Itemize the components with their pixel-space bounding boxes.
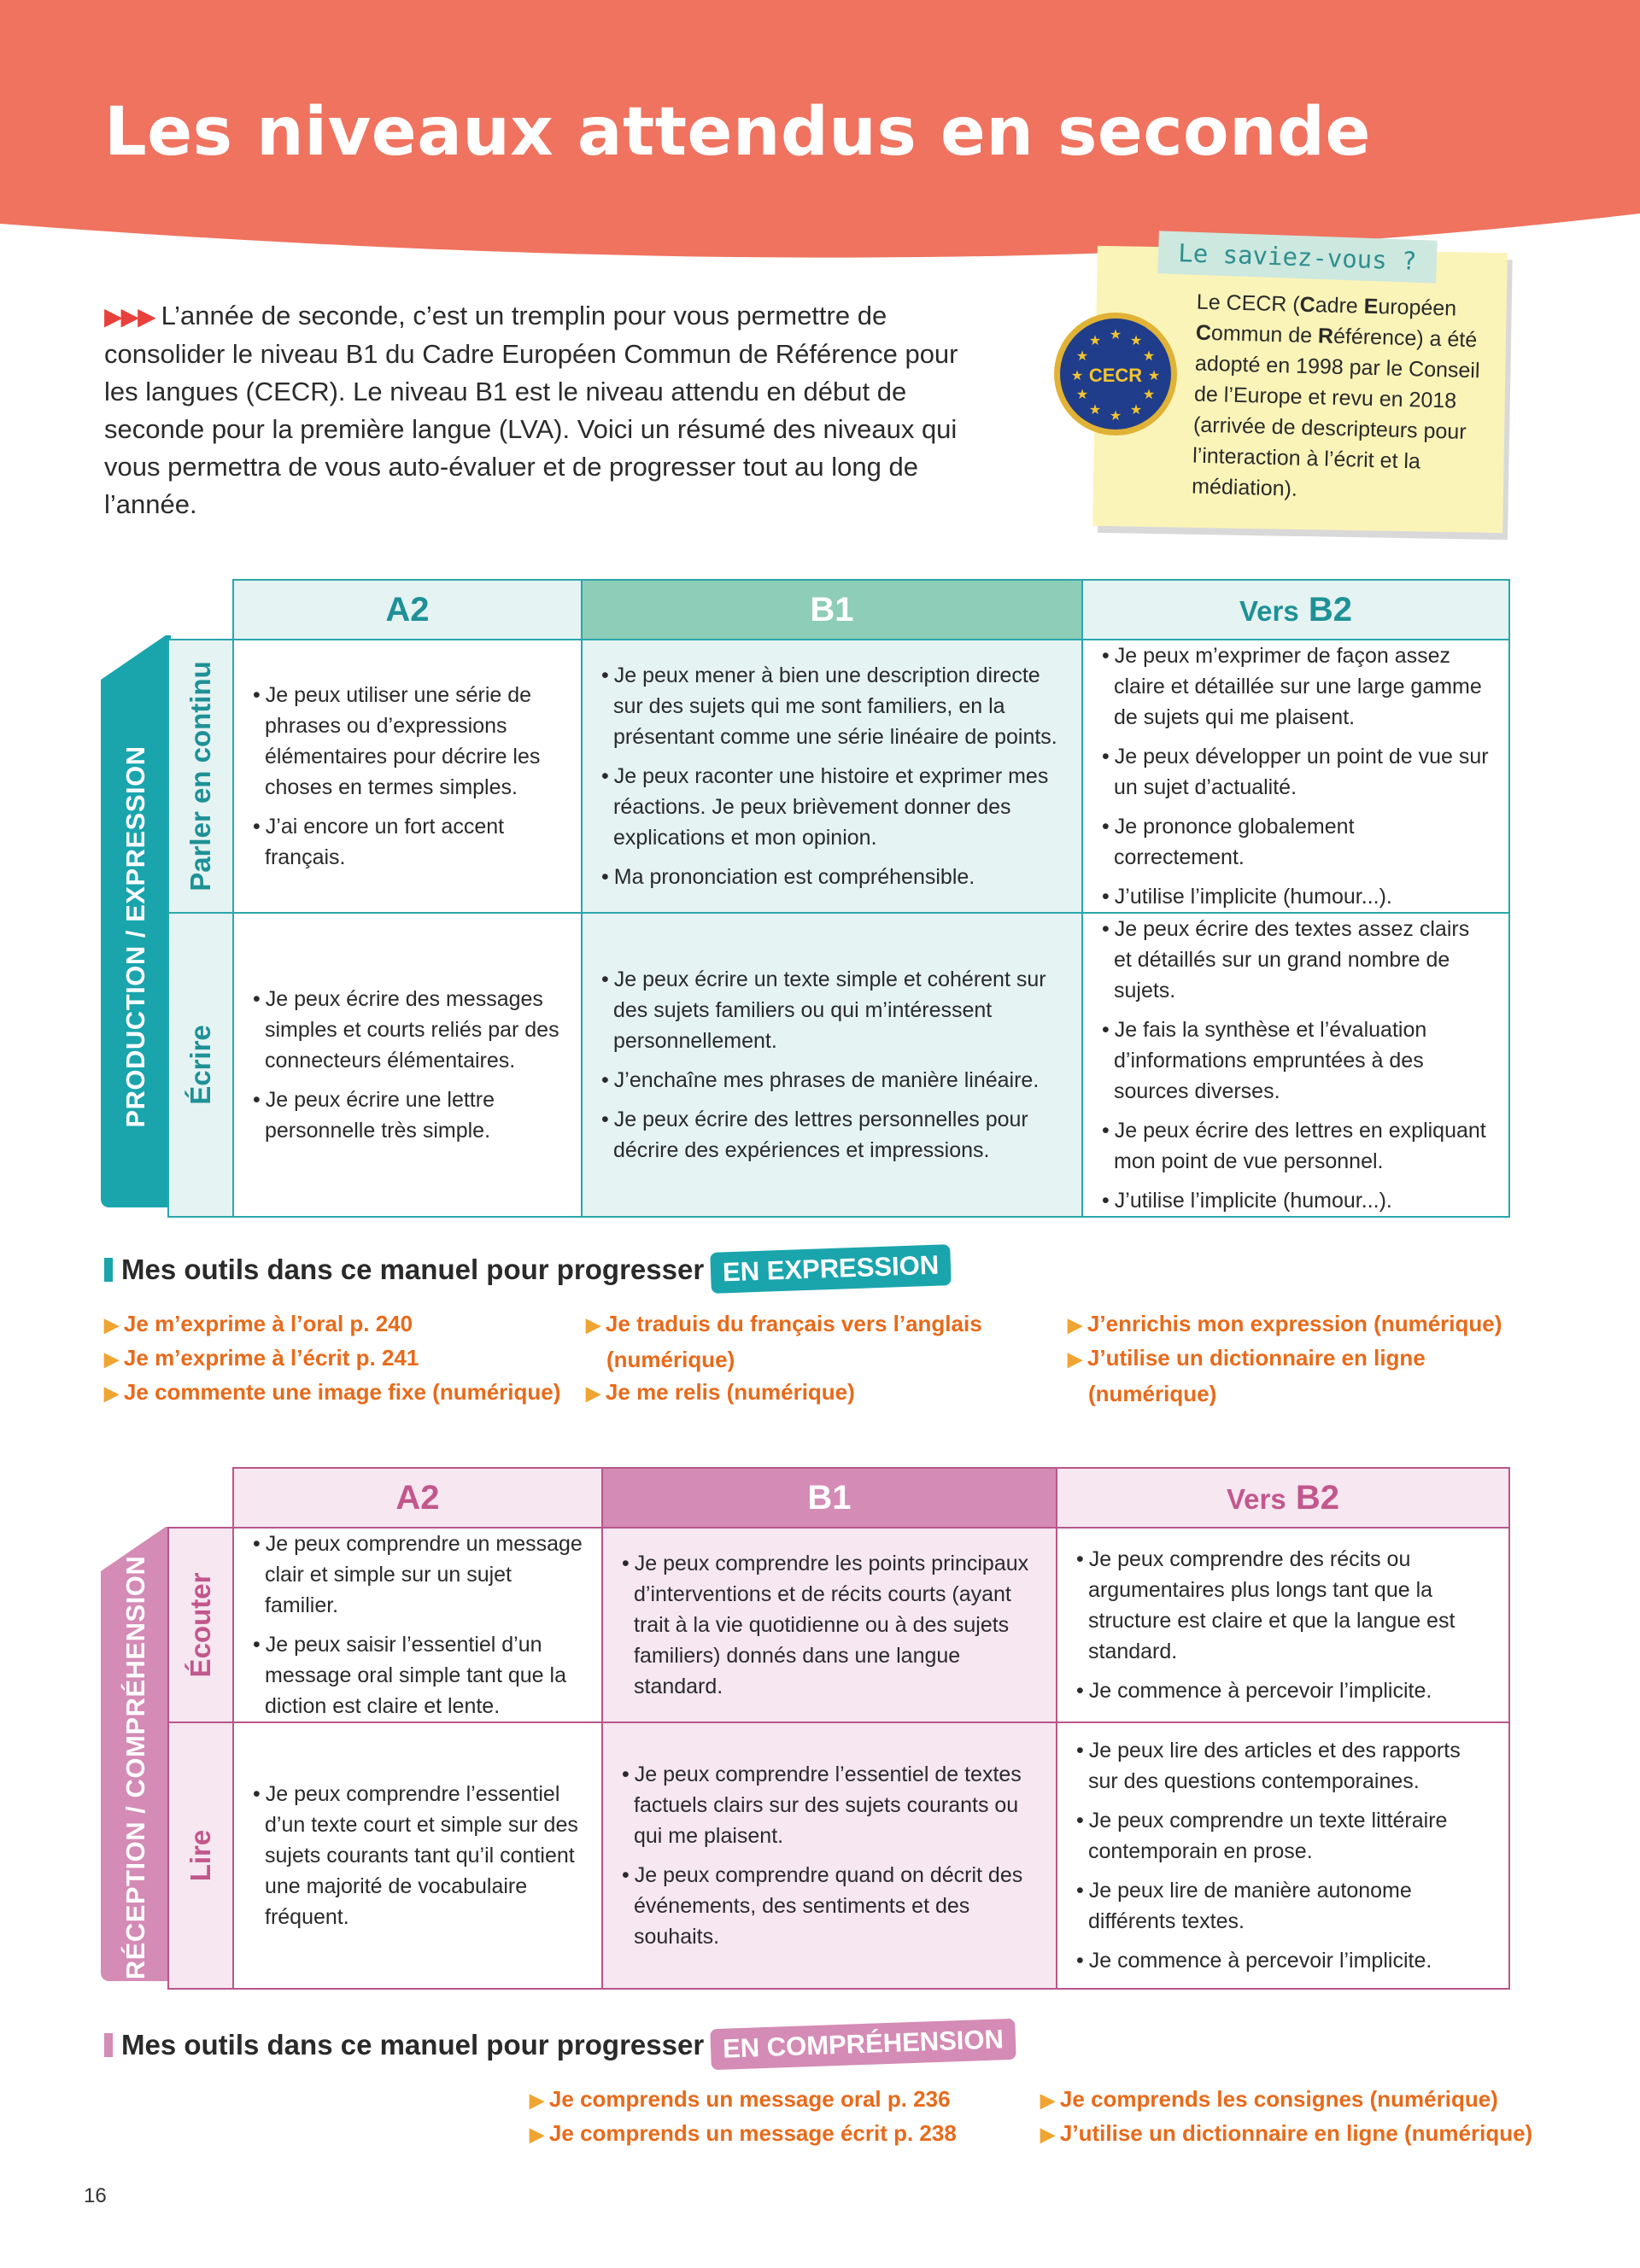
cecr-logo-text: CECR: [1088, 365, 1143, 386]
cecr-logo: [1052, 311, 1179, 437]
triangle-icon: ▶: [1068, 1314, 1082, 1336]
cell-ecouter-b1: [602, 1528, 1057, 1722]
list-item: • Je peux comprendre un message clair et simple sur un sujet familier.: [249, 1529, 583, 1621]
triangle-icon: ▶: [104, 1314, 119, 1336]
tool-link[interactable]: ▶ Je comprends un message oral p. 236: [530, 2086, 951, 2112]
tool-link[interactable]: ▶ Je m’exprime à l’écrit p. 241: [104, 1345, 419, 1371]
cell-parler-b2: [1082, 640, 1509, 913]
row-label-parler: Parler en continu: [184, 661, 216, 891]
list-item: • J’ai encore un fort accent français.: [249, 811, 562, 873]
expression-table: [167, 579, 1510, 1218]
list-item: • J’utilise l’implicite (humour...).: [1098, 881, 1490, 912]
triangle-icon: ▶: [586, 1314, 600, 1336]
list-item: • Je peux écrire des lettres en expliquant mon point de vue personnel.: [1098, 1115, 1490, 1177]
page-title: Les niveaux attendus en seconde: [104, 94, 1371, 171]
expression-header-a2: A2: [233, 580, 582, 640]
note-tag: Le saviez-vous ?: [1157, 231, 1438, 283]
row-label-cell: [168, 1722, 233, 1989]
intro-paragraph: [104, 297, 975, 523]
triangle-icon: ▶: [1068, 1348, 1082, 1370]
cell-ecouter-a2: [233, 1528, 602, 1722]
cell-parler-b1: [582, 640, 1082, 913]
expression-tools-heading: Mes outils dans ce manuel pour progresser: [104, 1254, 704, 1286]
cell-lire-b2: [1057, 1722, 1509, 1989]
reception-tools-heading: Mes outils dans ce manuel pour progresser: [104, 2029, 704, 2061]
list-item: • Je peux lire de manière autonome différents textes.: [1073, 1875, 1490, 1937]
svg-text:★: ★: [1075, 348, 1089, 364]
list-item: • Ma prononciation est compréhensible.: [598, 862, 1063, 892]
list-item: • Je peux mener à bien une description directe sur des sujets qui me sont familiers, en la présentant comme une série linéaire de points.: [598, 660, 1063, 752]
tool-link[interactable]: ▶ Je commente une image fixe (numérique): [104, 1379, 561, 1405]
svg-text:★: ★: [1088, 401, 1102, 418]
tool-link[interactable]: ▶ J’utilise un dictionnaire en ligne (numérique): [1040, 2120, 1533, 2146]
cell-parler-a2: [233, 640, 582, 913]
row-label-ecrire: Écrire: [184, 1025, 216, 1105]
list-item: • Je peux comprendre les points principaux d’interventions et de récits courts (ayant trait à la vie quotidienne ou à des sujets familiers) donnés dans une langue standard.: [618, 1548, 1037, 1702]
page-number: 16: [84, 2184, 107, 2207]
heading-bar-icon: [104, 1258, 113, 1282]
svg-text:★: ★: [1109, 407, 1122, 424]
list-item: • Je peux comprendre des récits ou argumentaires plus longs tant que la structure est claire et que la langue est standard.: [1073, 1544, 1490, 1667]
list-item: • J’utilise l’implicite (humour...).: [1098, 1185, 1490, 1216]
list-item: • Je peux utiliser une série de phrases ou d’expressions élémentaires pour décrire les choses en termes simples.: [249, 680, 562, 803]
list-item: • Je peux comprendre l’essentiel d’un texte court et simple sur des sujets courants tant qu’il contient une majorité de vocabulaire fréquent.: [249, 1779, 583, 1932]
list-item: • Je peux raconter une histoire et exprimer mes réactions. Je peux brièvement donner des explications et mon opinion.: [598, 761, 1063, 853]
cell-lire-b1: [602, 1722, 1057, 1989]
production-expression-label: PRODUCTION / EXPRESSION: [120, 745, 150, 1128]
production-expression-label-box: [101, 666, 171, 1207]
list-item: • Je peux saisir l’essentiel d’un message oral simple tant que la diction est claire et lente.: [249, 1629, 583, 1721]
triple-arrow-icon: ▶▶▶: [104, 303, 155, 330]
list-item: • Je peux écrire un texte simple et cohérent sur des sujets familiers ou qui m’intéressent personnellement.: [598, 964, 1063, 1056]
list-item: • Je fais la synthèse et l’évaluation d’informations empruntées à des sources diverses.: [1098, 1014, 1490, 1107]
expression-header-b2: Vers B2: [1082, 580, 1509, 640]
list-item: • Je peux lire des articles et des rapports sur des questions contemporaines.: [1073, 1735, 1490, 1797]
reception-header-b2: Vers B2: [1057, 1468, 1509, 1528]
cell-ecrire-a2: [233, 913, 582, 1217]
row-label-ecouter: Écouter: [184, 1572, 216, 1678]
triangle-icon: ▶: [586, 1382, 600, 1404]
list-item: • Je peux comprendre l’essentiel de textes factuels clairs sur des sujets courants ou qui me plaisent.: [618, 1759, 1037, 1851]
svg-text:★: ★: [1147, 367, 1161, 383]
list-item: • Je peux comprendre quand on décrit des événements, des sentiments et des souhaits.: [618, 1860, 1037, 1952]
list-item: • Je peux écrire une lettre personnelle très simple.: [249, 1084, 562, 1146]
triangle-icon: ▶: [530, 2124, 544, 2145]
reception-header-a2: A2: [233, 1468, 602, 1528]
list-item: • Je peux écrire des textes assez clairs et détaillés sur un grand nombre de sujets.: [1098, 914, 1490, 1006]
svg-text:★: ★: [1075, 386, 1089, 402]
cell-ecrire-b1: [582, 913, 1082, 1217]
cell-ecrire-b2: [1082, 913, 1509, 1217]
heading-bar-icon: [104, 2033, 113, 2057]
svg-text:★: ★: [1129, 401, 1143, 418]
list-item: • Je commence à percevoir l’implicite.: [1073, 1675, 1490, 1706]
svg-text:★: ★: [1109, 326, 1122, 342]
reception-header-b1: B1: [602, 1468, 1057, 1528]
svg-text:★: ★: [1142, 348, 1156, 364]
triangle-icon: ▶: [104, 1382, 119, 1404]
list-item: • Je peux comprendre un texte littéraire contemporain en prose.: [1073, 1805, 1490, 1867]
expression-pill: EN EXPRESSION: [710, 1244, 952, 1294]
note-text: Le CECR (Cadre Européen Commun de Référence) a été adopté en 1998 par le Conseil de l’Europe et revu en 2018 (arrivée de descripteurs pour l’interaction à l’écrit et la médiation).: [1191, 289, 1480, 501]
reception-comprehension-label: RÉCEPTION / COMPRÉHENSION: [120, 1555, 150, 1980]
row-label-cell: [168, 1528, 233, 1722]
list-item: • J’enchaîne mes phrases de manière linéaire.: [598, 1065, 1063, 1096]
tool-link[interactable]: ▶ Je comprends les consignes (numérique): [1040, 2086, 1498, 2112]
svg-text:★: ★: [1142, 386, 1156, 402]
reception-table: [167, 1467, 1510, 1990]
cell-lire-a2: [233, 1722, 602, 1989]
row-label-cell: [168, 913, 233, 1217]
tool-link[interactable]: ▶ J’enrichis mon expression (numérique): [1068, 1311, 1502, 1336]
svg-text:★: ★: [1088, 332, 1102, 348]
list-item: • Je peux écrire des messages simples et courts reliés par des connecteurs élémentaires.: [249, 984, 562, 1076]
svg-text:★: ★: [1129, 332, 1143, 348]
cell-ecouter-b2: [1057, 1528, 1509, 1722]
row-label-lire: Lire: [184, 1829, 216, 1882]
tool-link[interactable]: ▶ Je m’exprime à l’oral p. 240: [104, 1311, 413, 1336]
list-item: • Je prononce globalement correctement.: [1098, 811, 1490, 873]
tool-link[interactable]: ▶ Je comprends un message écrit p. 238: [530, 2120, 957, 2146]
tool-link[interactable]: ▶ Je me relis (numérique): [586, 1379, 855, 1405]
triangle-icon: ▶: [1040, 2090, 1055, 2111]
reception-pill: EN COMPRÉHENSION: [710, 2019, 1016, 2070]
triangle-icon: ▶: [1040, 2124, 1055, 2145]
list-item: • Je peux écrire des lettres personnelles pour décrire des expériences et impressions.: [598, 1104, 1063, 1166]
list-item: • Je peux m’exprimer de façon assez claire et détaillée sur une large gamme de sujets qui me plaisent.: [1098, 640, 1490, 733]
triangle-icon: ▶: [104, 1348, 119, 1370]
expression-header-b1: B1: [582, 580, 1082, 640]
tool-link[interactable]: ▶ J’utilise un dictionnaire en ligne (numérique): [1068, 1345, 1426, 1406]
list-item: • Je commence à percevoir l’implicite.: [1073, 1945, 1490, 1976]
svg-text:★: ★: [1070, 367, 1084, 383]
row-label-cell: [168, 640, 233, 913]
list-item: • Je peux développer un point de vue sur un sujet d’actualité.: [1098, 741, 1490, 803]
tool-link[interactable]: ▶ Je traduis du français vers l’anglais (numérique): [586, 1311, 982, 1372]
reception-comprehension-label-box: [101, 1554, 171, 1981]
triangle-icon: ▶: [530, 2090, 544, 2111]
intro-text: L’année de seconde, c’est un tremplin pour vous permettre de consolider le niveau B1 du Cadre Européen Commun de Référence pour les langues (CECR). Le niveau B1 est le niveau attendu en début de seconde pour la première langue (LVA). Voici un résumé des niveaux qui vous permettra de vous auto-évaluer et de progresser tout au long de l’année.: [104, 301, 958, 519]
